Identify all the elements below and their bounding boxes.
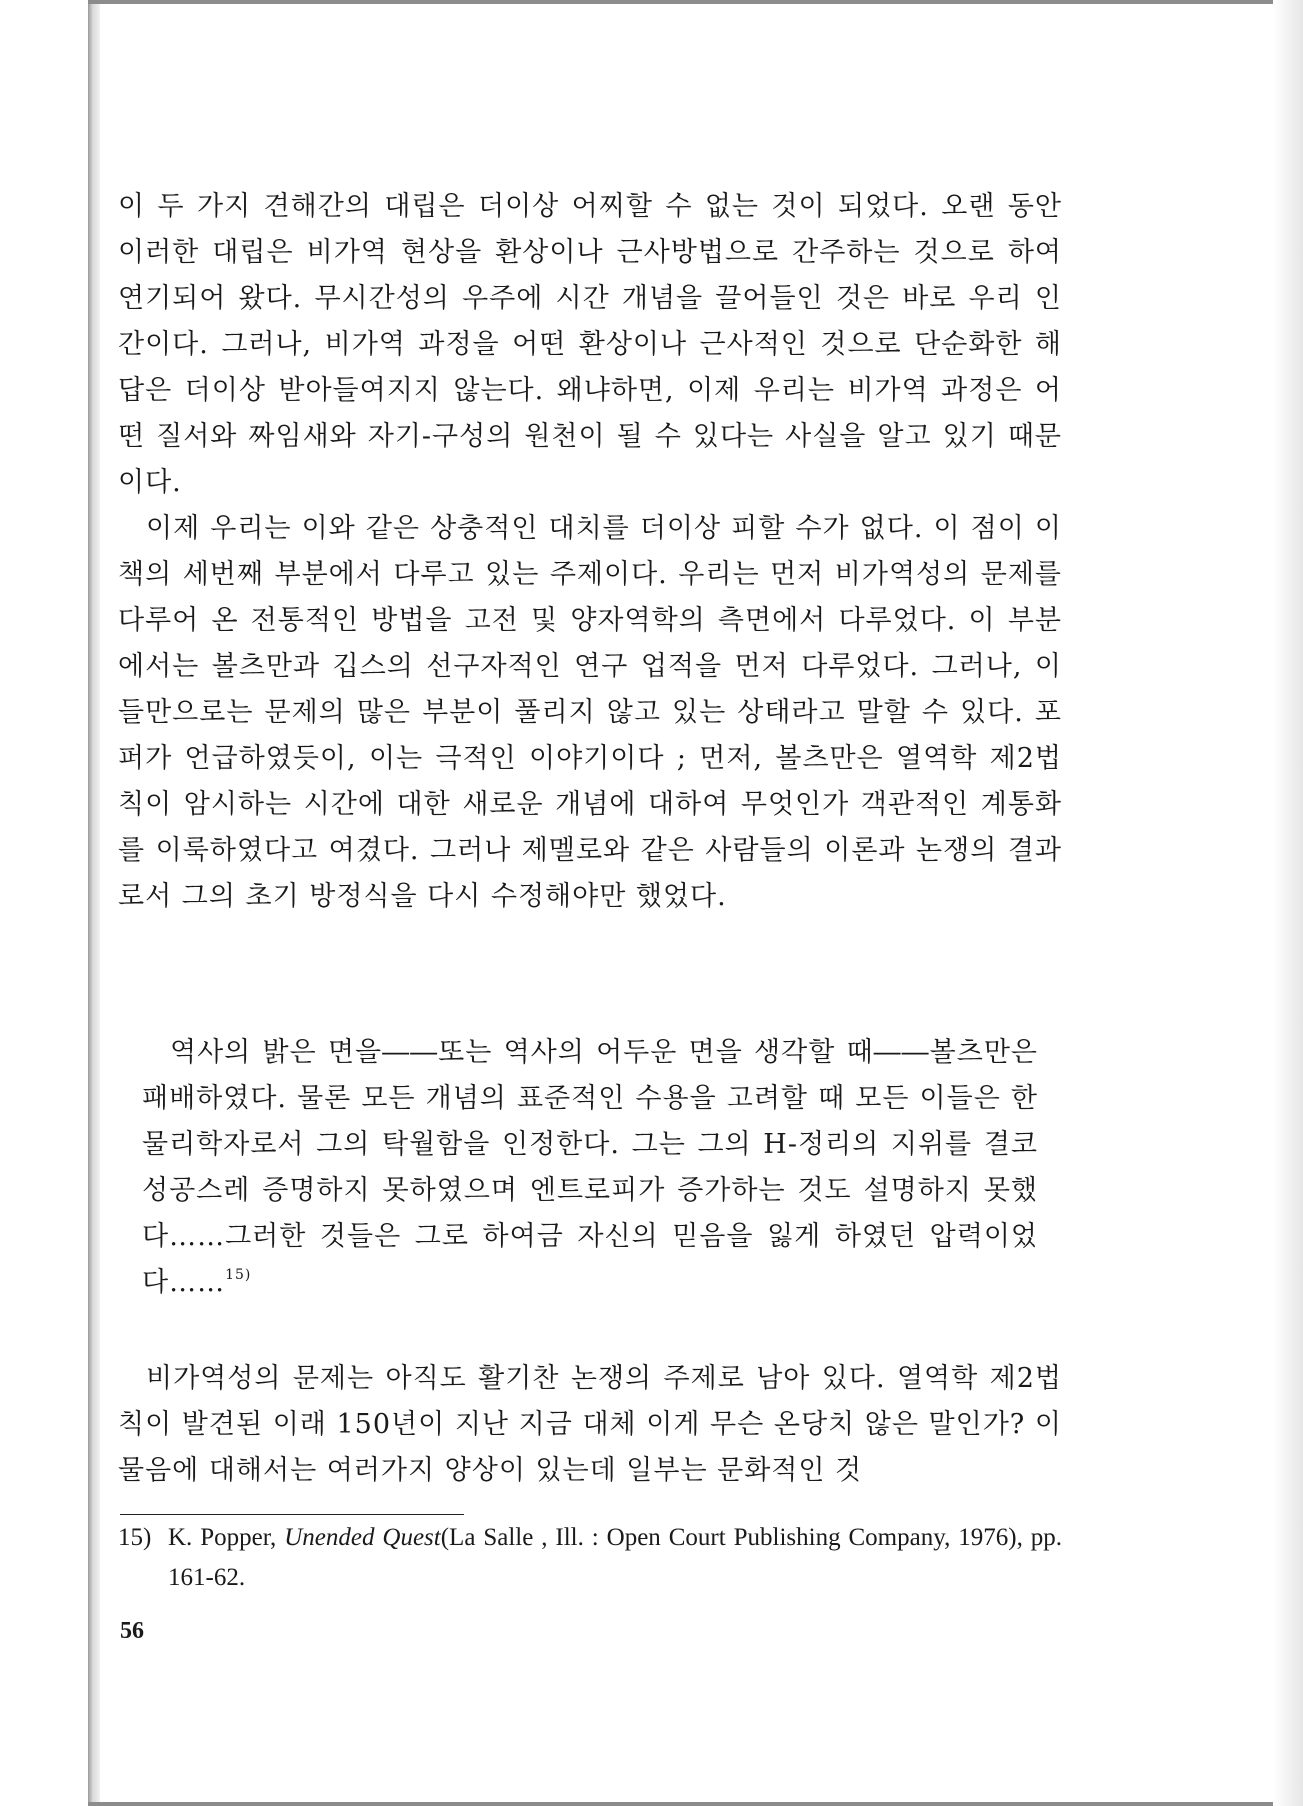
quote-text: 역사의 밝은 면을――또는 역사의 어두운 면을 생각할 때――볼츠만은 패배하였다. 물론 모든 개념의 표준적인 수용을 고려할 때 모든 이들은 한 물리학자로서 그의 탁월함을 인정한다. 그는 그의 H-정리의 지위를 결코 성공스레 증명하지 못하였으며 엔트로피가 증가하는 것도 설명하지 못했다……그러한 것들은 그로 하여금 자신의 믿음을 잃게 하였던 압력이었다…… (142, 1037, 1038, 1298)
footnote-divider (120, 1514, 464, 1515)
body-paragraph: 이 두 가지 견해간의 대립은 더이상 어찌할 수 없는 것이 되었다. 오랜 동안 이러한 대립은 비가역 현상을 환상이나 근사방법으로 간주하는 것으로 하여 연기되어 왔다. 무시간성의 우주에 시간 개념을 끌어들인 것은 바로 우리 인간이다. 그러나, 비가역 과정을 어떤 환상이나 근사적인 것으로 단순화한 해답은 더이상 받아들여지지 않는다. 왜냐하면, 이제 우리는 비가역 과정은 어떤 질서와 짜임새와 자기-구성의 원천이 될 수 있다는 사실을 알고 있기 때문이다. (118, 191, 1062, 498)
footnote-book-title: Unended Quest (284, 1524, 441, 1551)
body-text-section-1 (118, 184, 1062, 920)
page-number: 56 (120, 1618, 144, 1644)
footnote (118, 1518, 1062, 1598)
quote-paragraph (142, 1030, 1038, 1306)
page-right-shadow (1273, 0, 1303, 1806)
footnote-text (168, 1518, 1062, 1598)
book-spine-edge (88, 0, 100, 1806)
footnote-number: 15) (118, 1524, 152, 1551)
footnote-publication: (La Salle , Ill. : Open Court Publishing Company, 1976), pp. 161-62. (168, 1524, 1062, 1591)
footnote-reference: 15) (225, 1267, 252, 1283)
body-text-section-2 (118, 1356, 1062, 1494)
page-bottom-edge (88, 1802, 1278, 1806)
body-paragraph: 비가역성의 문제는 아직도 활기찬 논쟁의 주제로 남아 있다. 열역학 제2법칙이 발견된 이래 150년이 지난 지금 대체 이게 무슨 온당치 않은 말인가? 이 물음에 대해서는 여러가지 양상이 있는데 일부는 문화적인 것 (118, 1363, 1062, 1486)
body-paragraph: 이제 우리는 이와 같은 상충적인 대치를 더이상 피할 수가 없다. 이 점이 이 책의 세번째 부분에서 다루고 있는 주제이다. 우리는 먼저 비가역성의 문제를 다루어 온 전통적인 방법을 고전 및 양자역학의 측면에서 다루었다. 이 부분에서는 볼츠만과 깁스의 선구자적인 연구 업적을 먼저 다루었다. 그러나, 이들만으로는 문제의 많은 부분이 풀리지 않고 있는 상태라고 말할 수 있다. 포퍼가 언급하였듯이, 이는 극적인 이야기이다 ; 먼저, 볼츠만은 열역학 제2법칙이 암시하는 시간에 대한 새로운 개념에 대하여 무엇인가 객관적인 계통화를 이룩하였다고 여겼다. 그러나 제멜로와 같은 사람들의 이론과 논쟁의 결과로서 그의 초기 방정식을 다시 수정해야만 했었다. (118, 513, 1062, 912)
block-quote (142, 1030, 1038, 1306)
footnote-author: K. Popper, (168, 1524, 285, 1551)
